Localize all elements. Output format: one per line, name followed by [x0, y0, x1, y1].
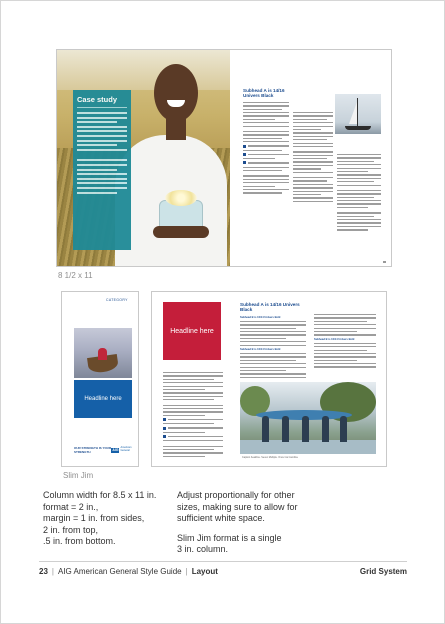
footer-guide-title: AIG American General Style Guide [57, 567, 182, 576]
letter-size-caption: 8 1/2 x 11 [58, 271, 93, 280]
brochure-spread-sample [151, 291, 387, 467]
body-text-column-2 [293, 112, 333, 204]
slim-jim-headline: Headline here [84, 396, 122, 402]
people-carrying-canoe-photo [240, 382, 376, 454]
canoe-child-photo [74, 328, 132, 378]
body-text-column-3 [337, 154, 381, 233]
slim-jim-sample [61, 291, 139, 467]
body-text-column-1 [243, 88, 289, 196]
spread2-subhead-b-3: Subhead B is 10/14 Univers Bold [314, 337, 355, 341]
footer-separator: | [51, 567, 54, 576]
case-study-panel [73, 90, 131, 250]
aig-logo: AIG American General [112, 446, 132, 452]
spread2-subhead-a: Subhead A is 14/16 Univers Black [240, 302, 300, 313]
proportion-note: Adjust proportionally for other sizes, making sure to allow for sufficient white space. Slim Jim format is a single 3 in. column. [177, 490, 298, 554]
slim-jim-tagline: OUR STRENGTH IS YOUR STRENGTH [74, 446, 112, 454]
page-number-mark [383, 261, 386, 263]
red-headline-panel [163, 302, 221, 360]
footer-separator-2: | [185, 567, 188, 576]
footer-page-number: 23 [39, 567, 48, 576]
page-footer [39, 567, 407, 576]
spread2-text-column-3 [314, 314, 376, 370]
spread2-subhead-b-2: Subhead B is 10/14 Univers Bold [240, 347, 281, 351]
case-study-title: Case study [77, 95, 118, 104]
slim-jim-headline-panel [74, 380, 132, 418]
slim-jim-caption: Slim Jim [63, 471, 94, 480]
slim-jim-category-label: CATEGORY [106, 298, 128, 302]
footer-rule [39, 561, 407, 562]
slim-jim-footer [74, 446, 132, 454]
spread2-photo-caption: Caption headline. Seven Multiple. Once Ina Carolina. [242, 456, 299, 459]
letter-size-spread-sample [56, 49, 392, 267]
column-width-note: Column width for 8.5 x 11 in. format = 2 in., margin = 1 in. from sides, 2 in. from top, .5 in. from bottom. [43, 490, 157, 546]
footer-section: Layout [191, 567, 218, 576]
footer-chapter: Grid System [359, 567, 407, 576]
spread2-headline: Headline here [170, 327, 214, 335]
sailboat-photo [335, 94, 381, 134]
subhead-a: Subhead A is 14/16 Univers Black [243, 88, 285, 99]
spread2-subhead-b-1: Subhead B is 10/14 Univers Bold [240, 315, 281, 319]
spread2-text-column-1 [163, 372, 223, 459]
spread2-text-column-2 [240, 302, 306, 380]
